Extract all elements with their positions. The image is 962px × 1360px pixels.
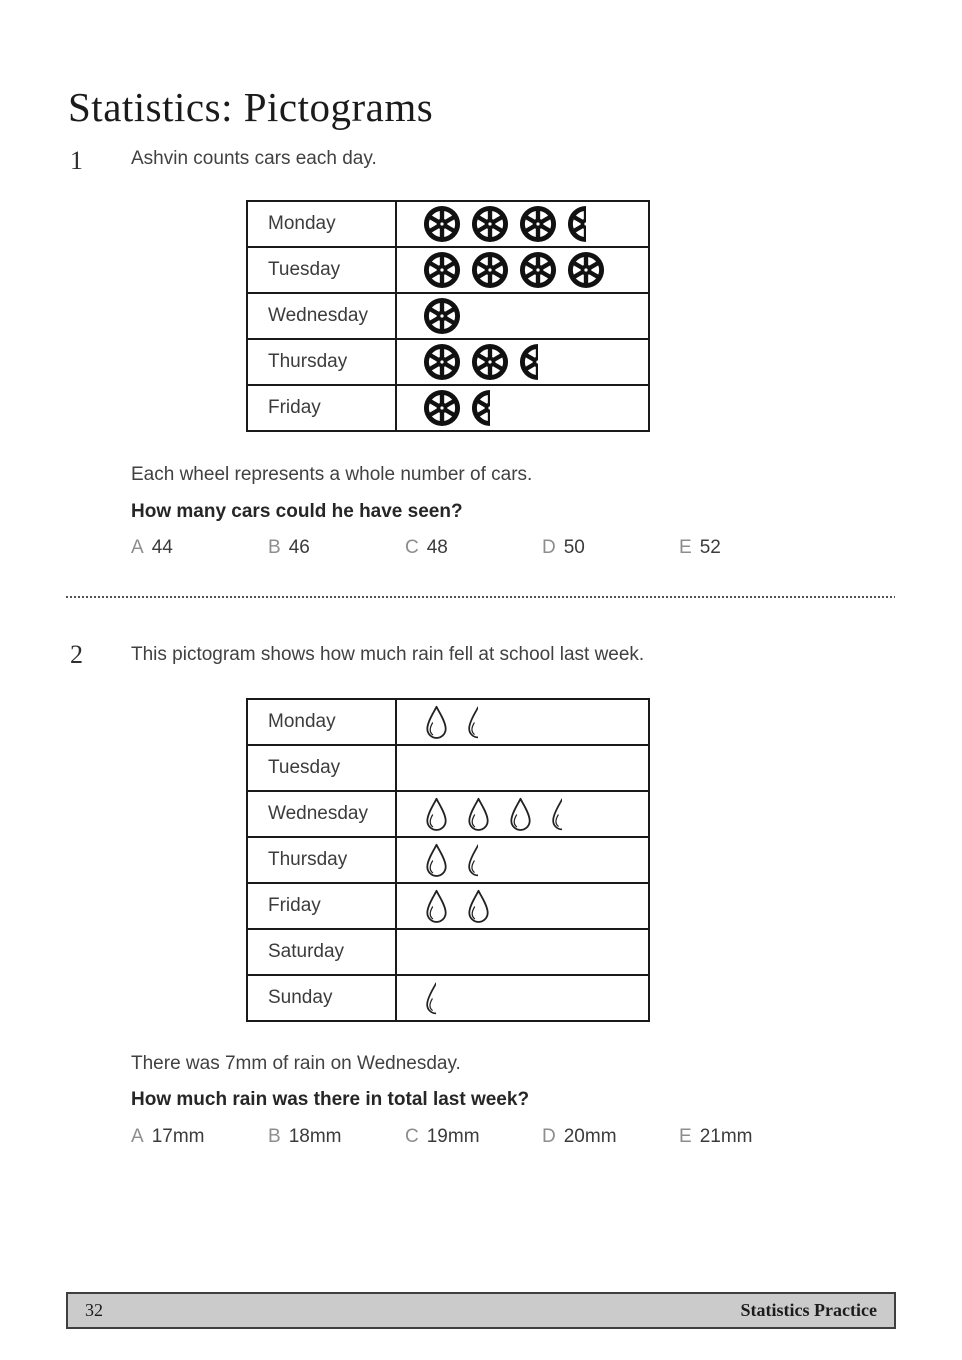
wheel-icon [471, 251, 509, 289]
icon-cell [397, 294, 648, 338]
option-value: 48 [426, 537, 448, 558]
page-title: Statistics: Pictograms [68, 84, 434, 131]
wheel-icon [519, 205, 557, 243]
option-value: 20mm [563, 1126, 617, 1147]
icon-cell [397, 884, 648, 928]
answer-option [405, 537, 448, 559]
answer-option [131, 537, 173, 559]
pictogram-table-rain [246, 698, 650, 1022]
option-letter: B [268, 1126, 281, 1147]
footer-bar [66, 1292, 896, 1329]
icon-cell [397, 930, 648, 974]
half-raindrop-icon [423, 980, 436, 1017]
half-raindrop-icon [465, 704, 478, 741]
answer-option [679, 1126, 752, 1148]
raindrop-icon [423, 796, 450, 833]
icon-cell [397, 386, 648, 430]
option-value: 52 [699, 537, 721, 558]
answer-option [542, 537, 585, 559]
page-number: 32 [85, 1300, 103, 1320]
day-label: Monday [248, 700, 397, 744]
option-letter: A [131, 537, 144, 558]
day-label: Wednesday [248, 294, 397, 338]
half-raindrop-icon [465, 842, 478, 879]
pictogram-table-cars [246, 200, 650, 432]
question-intro: This pictogram shows how much rain fell at school last week. [131, 644, 645, 665]
answer-option [268, 1126, 341, 1148]
divider-dotted [66, 596, 895, 598]
answer-option [405, 1126, 480, 1148]
option-value: 46 [288, 537, 310, 558]
day-label: Sunday [248, 976, 397, 1020]
day-label: Wednesday [248, 792, 397, 836]
wheel-icon [471, 343, 509, 381]
option-value: 21mm [699, 1126, 753, 1147]
icon-cell [397, 976, 648, 1020]
wheel-icon [567, 251, 605, 289]
icon-cell [397, 792, 648, 836]
raindrop-icon [465, 888, 492, 925]
answer-options [131, 537, 851, 561]
wheel-icon [423, 297, 461, 335]
day-label: Thursday [248, 340, 397, 384]
answer-option [131, 1126, 204, 1148]
answer-option [679, 537, 721, 559]
answer-option [268, 537, 310, 559]
wheel-icon [423, 251, 461, 289]
pictogram-row [248, 792, 648, 838]
pictogram-row [248, 746, 648, 792]
pictogram-row [248, 202, 648, 248]
pictogram-row [248, 838, 648, 884]
answer-options [131, 1126, 851, 1150]
raindrop-icon [423, 842, 450, 879]
icon-cell [397, 700, 648, 744]
raindrop-icon [507, 796, 534, 833]
half-wheel-icon [567, 205, 586, 243]
option-value: 18mm [288, 1126, 342, 1147]
raindrop-icon [423, 888, 450, 925]
day-label: Saturday [248, 930, 397, 974]
day-label: Tuesday [248, 746, 397, 790]
icon-cell [397, 838, 648, 882]
pictogram-row [248, 340, 648, 386]
day-label: Thursday [248, 838, 397, 882]
option-letter: E [679, 1126, 692, 1147]
option-letter: C [405, 1126, 419, 1147]
option-letter: D [542, 537, 556, 558]
icon-cell [397, 202, 648, 246]
icon-cell [397, 746, 648, 790]
pictogram-row [248, 976, 648, 1020]
wheel-icon [423, 205, 461, 243]
question-prompt: How much rain was there in total last week? [131, 1089, 530, 1110]
option-letter: C [405, 537, 419, 558]
day-label: Friday [248, 386, 397, 430]
section-label: Statistics Practice [740, 1300, 877, 1320]
question-number: 2 [70, 640, 83, 669]
option-value: 50 [563, 537, 585, 558]
day-label: Monday [248, 202, 397, 246]
question-intro: Ashvin counts cars each day. [131, 148, 377, 169]
pictogram-row [248, 930, 648, 976]
pictogram-row [248, 248, 648, 294]
option-letter: D [542, 1126, 556, 1147]
option-letter: A [131, 1126, 144, 1147]
wheel-icon [471, 205, 509, 243]
half-wheel-icon [471, 389, 490, 427]
question-number: 1 [70, 146, 83, 175]
pictogram-row [248, 700, 648, 746]
raindrop-icon [423, 704, 450, 741]
wheel-icon [423, 389, 461, 427]
day-label: Friday [248, 884, 397, 928]
option-value: 19mm [426, 1126, 480, 1147]
pictogram-row [248, 386, 648, 430]
option-letter: B [268, 537, 281, 558]
half-wheel-icon [519, 343, 538, 381]
option-value: 17mm [151, 1126, 205, 1147]
raindrop-icon [465, 796, 492, 833]
pictogram-row [248, 294, 648, 340]
half-raindrop-icon [549, 796, 562, 833]
icon-cell [397, 248, 648, 292]
icon-cell [397, 340, 648, 384]
option-value: 44 [151, 537, 173, 558]
wheel-icon [519, 251, 557, 289]
pictogram-note: There was 7mm of rain on Wednesday. [131, 1053, 461, 1074]
question-prompt: How many cars could he have seen? [131, 501, 463, 522]
pictogram-note: Each wheel represents a whole number of cars. [131, 464, 533, 485]
option-letter: E [679, 537, 692, 558]
pictogram-row [248, 884, 648, 930]
answer-option [542, 1126, 617, 1148]
day-label: Tuesday [248, 248, 397, 292]
wheel-icon [423, 343, 461, 381]
